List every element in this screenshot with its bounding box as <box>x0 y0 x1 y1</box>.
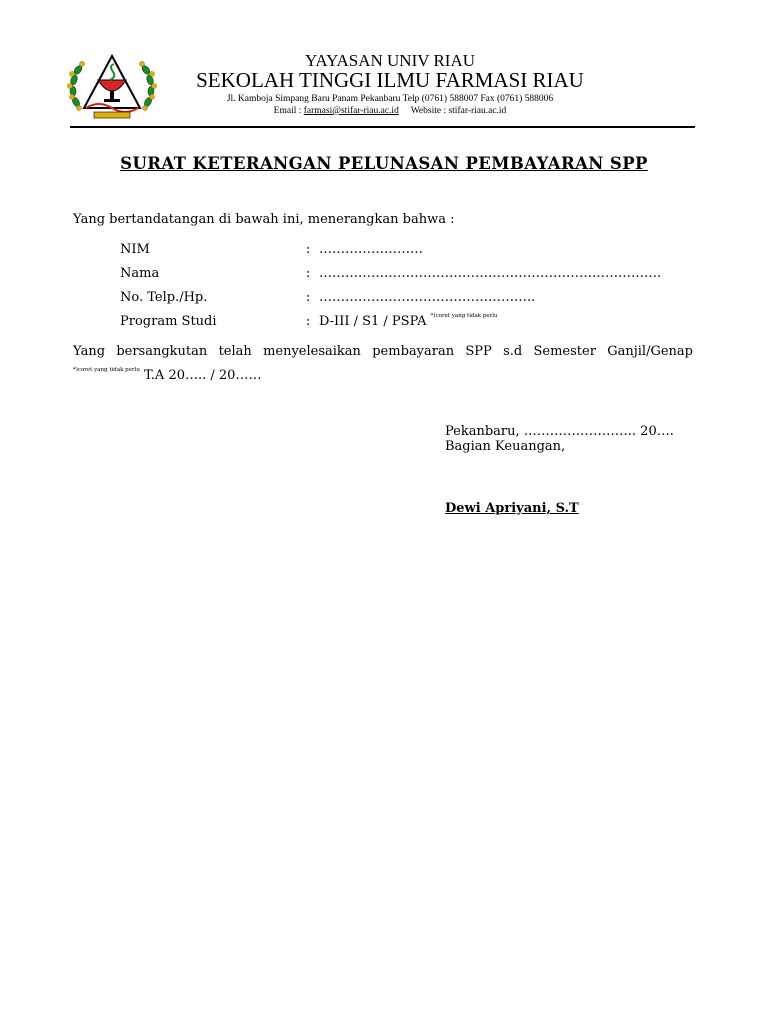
signatory-name: Dewi Apriyani, S.T <box>445 501 579 516</box>
field-label-telp: No. Telp./Hp. <box>120 290 208 305</box>
field-label-nim: NIM <box>120 242 150 257</box>
letterhead-school-name: SEKOLAH TINGGI ILMU FARMASI RIAU <box>196 68 584 92</box>
signature-place-date: Pekanbaru, …………………….. 20…. <box>445 424 674 439</box>
field-colon: : <box>306 242 311 257</box>
academic-year: T.A 20….. / 20…… <box>144 368 262 383</box>
email-label: Email : <box>273 106 304 116</box>
document-title: SURAT KETERANGAN PELUNASAN PEMBAYARAN SPP <box>120 154 648 173</box>
intro-text: Yang bertandatangan di bawah ini, menerangkan bahwa : <box>73 212 455 227</box>
strike-note: *)coret yang tidak perlu <box>430 313 498 319</box>
statement-strike-note: *)coret yang tidak perlu <box>73 367 140 373</box>
statement-line-1: Yang bersangkutan telah menyelesaikan pembayaran SPP s.d Semester Ganjil/Genap <box>73 344 693 359</box>
statement-line-2 <box>73 368 261 383</box>
letterhead-divider <box>70 126 695 128</box>
letterhead-contact <box>170 106 610 116</box>
field-value-telp: ………………………………………….. <box>319 290 536 305</box>
letterhead-organization: YAYASAN UNIV RIAU <box>304 51 476 70</box>
field-value-nim: …………………… <box>319 242 423 257</box>
field-value-program-studi <box>319 314 498 329</box>
field-colon: : <box>306 290 311 305</box>
field-colon: : <box>306 314 311 329</box>
field-colon: : <box>306 266 311 281</box>
letterhead-address: Jl. Kamboja Simpang Baru Panam Pekanbaru Telp (0761) 588007 Fax (0761) 588006 <box>226 94 554 104</box>
school-logo <box>64 50 160 122</box>
website-label: Website : <box>410 106 449 116</box>
field-value-nama: ……………………………………………………………………. <box>319 266 662 281</box>
field-label-program-studi: Program Studi <box>120 314 217 329</box>
field-label-nama: Nama <box>120 266 160 281</box>
program-options: D-III / S1 / PSPA <box>319 314 427 329</box>
website-link[interactable]: stifar-riau.ac.id <box>448 106 507 116</box>
signature-position: Bagian Keuangan, <box>445 439 566 454</box>
email-link[interactable]: farmasi@stifar-riau.ac.id <box>303 106 399 116</box>
